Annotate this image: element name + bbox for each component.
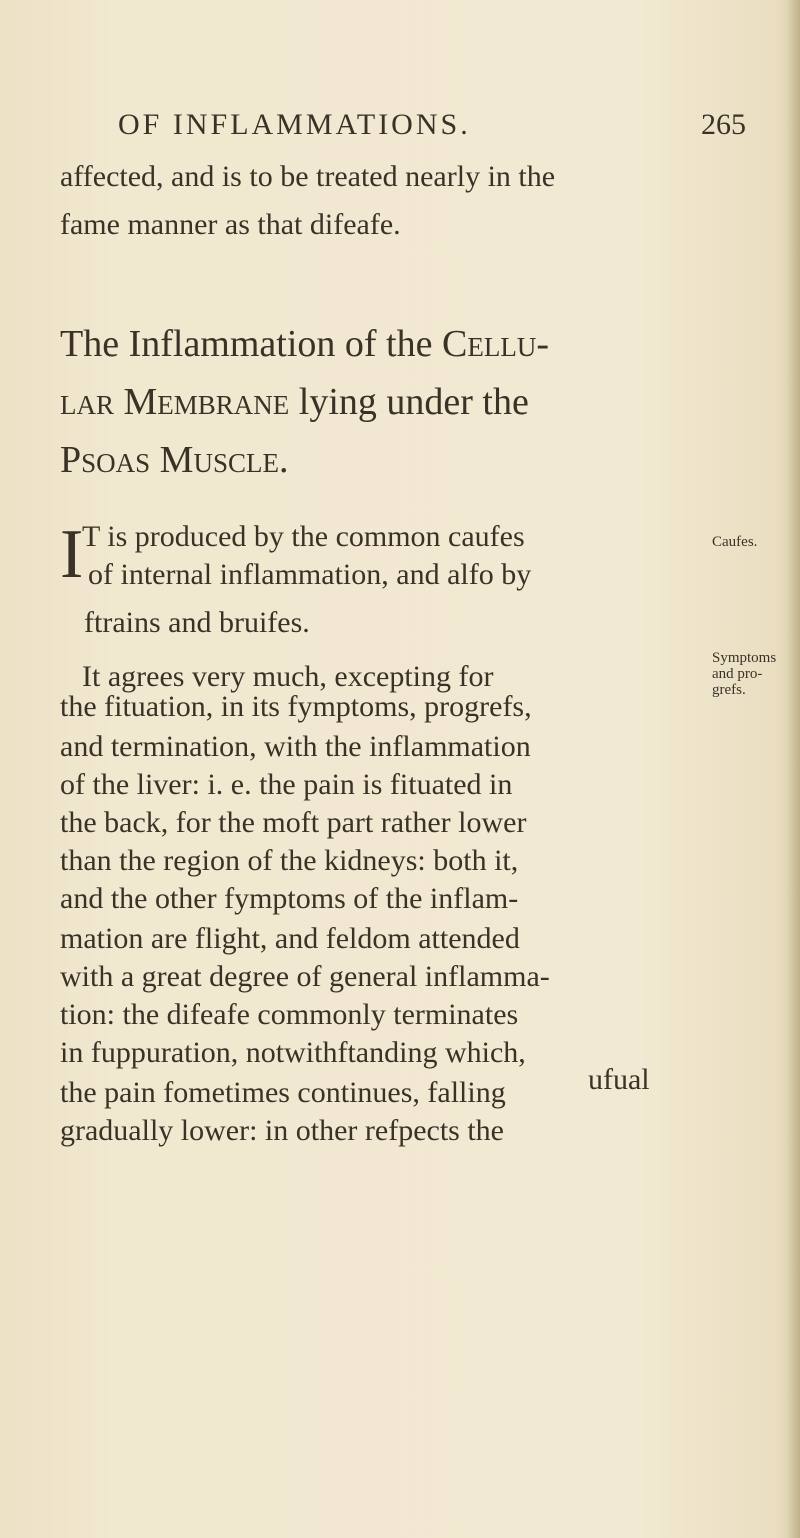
- heading-text: The Inflammation of the: [60, 323, 442, 365]
- paragraph-line: and the other fymptoms of the inflam-: [60, 882, 519, 915]
- paragraph-line: gradually lower: in other refpects the: [60, 1114, 504, 1147]
- paragraph-line: of the liver: i. e. the pain is fituated in: [60, 768, 513, 801]
- margin-note-line: Symptoms: [712, 650, 777, 666]
- heading-line-1: [60, 322, 549, 366]
- catchword: ufual: [588, 1063, 650, 1096]
- paragraph-line: tion: the difeafe commonly terminates: [60, 998, 519, 1031]
- page-number: 265: [701, 108, 746, 141]
- paragraph-line: T is produced by the common caufes: [82, 520, 525, 553]
- drop-cap: I: [60, 516, 84, 593]
- page-edge-shadow: [786, 0, 800, 1538]
- margin-note-causes: Caufes.: [712, 534, 758, 550]
- margin-note-symptoms: [712, 650, 776, 698]
- heading-line-2: [60, 380, 529, 424]
- paragraph-line: in fuppuration, notwithftanding which,: [60, 1036, 526, 1069]
- paragraph-line: ftrains and bruifes.: [84, 606, 310, 639]
- paragraph-line: of internal inflammation, and alfo by: [88, 558, 532, 591]
- intro-line: affected, and is to be treated nearly in the: [60, 160, 556, 193]
- paragraph-line: the back, for the moft part rather lower: [60, 806, 527, 839]
- paragraph-line: with a great degree of general inflamma-: [60, 960, 550, 993]
- margin-note-line: and pro-: [712, 666, 763, 682]
- paragraph-line: the fituation, in its fymptoms, progrefs,: [60, 690, 532, 723]
- heading-small-caps: Cellu-: [442, 323, 549, 365]
- intro-line: fame manner as that difeafe.: [60, 208, 401, 241]
- paragraph-line: than the region of the kidneys: both it,: [60, 844, 519, 877]
- paragraph-line: the pain fometimes continues, falling: [60, 1076, 506, 1109]
- heading-line-3: [60, 438, 288, 482]
- running-head: [118, 108, 768, 148]
- paragraph-line: and termination, with the inflammation: [60, 730, 531, 763]
- running-title: OF INFLAMMATIONS.: [118, 108, 471, 141]
- heading-small-caps: Psoas Muscle.: [60, 439, 289, 481]
- heading-small-caps: lar Membrane: [60, 381, 290, 423]
- heading-text: lying under the: [289, 381, 529, 423]
- margin-note-line: grefs.: [712, 682, 746, 698]
- paragraph-line: It agrees very much, excepting for: [82, 660, 494, 693]
- paragraph-line: mation are flight, and feldom attended: [60, 922, 520, 955]
